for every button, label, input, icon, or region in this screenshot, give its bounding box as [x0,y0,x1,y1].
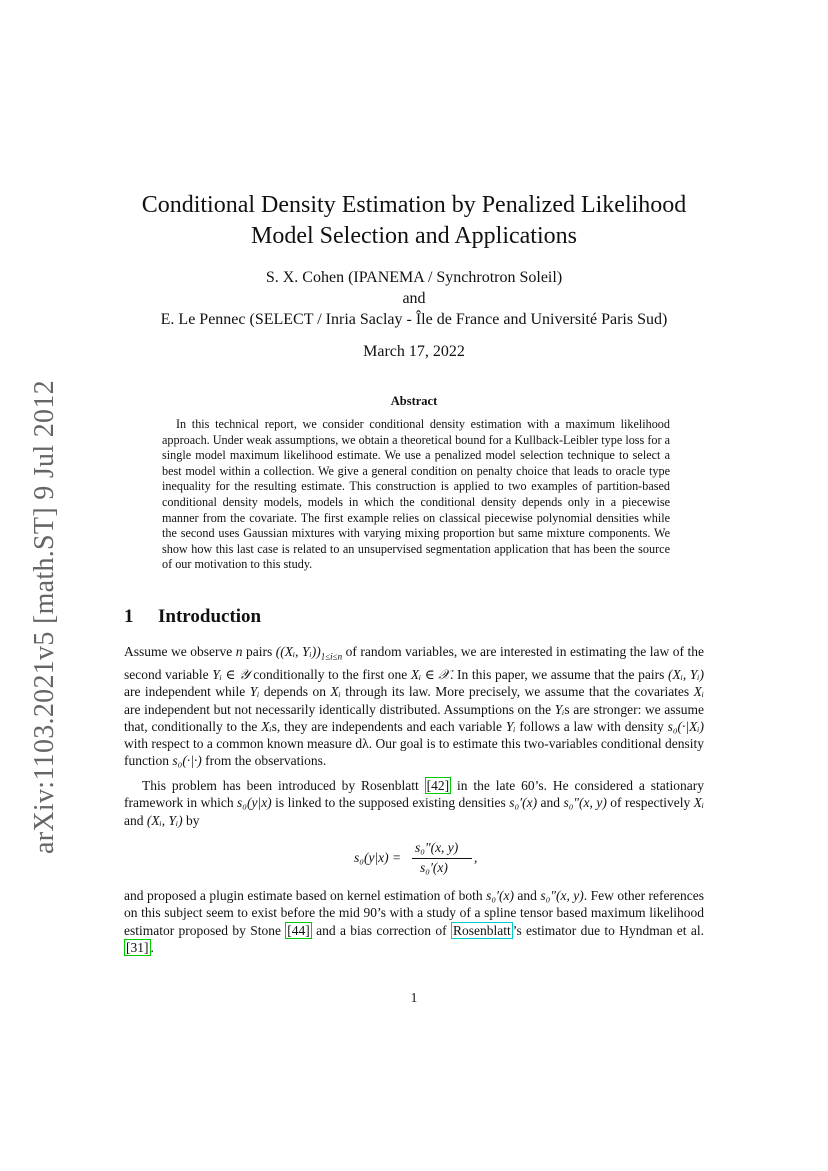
arxiv-identifier-stamp: arXiv:1103.2021v5 [math.ST] 9 Jul 2012 [29,380,60,854]
equation-lhs: s₀(y|x) = [354,850,402,865]
fraction-bar [412,858,472,859]
section-number: 1 [124,606,134,627]
citation-44[interactable]: [44] [287,922,310,938]
paper-title [0,190,828,252]
title-line-1: Conditional Density Estimation by Penalized Likelihood [141,192,687,218]
rosenblatt-reference-link[interactable]: Rosenblatt [452,922,511,938]
abstract-text: In this technical report, we consider conditional density estimation with a maximum likelihood approach. Under weak assumptions, we obtain a theoretical bound for a Kullback-Leibler type loss for a single model maximum likelihood estimate. We use a penalized model selection technique to select a best model within a collection. We give a general condition on penalty choice that leads to oracle type inequality for the resulting estimate. This construction is applied to two examples of partition-based conditional density models, models in which the conditional density depends only in a piecewise manner from the covariate. The first example relies on classical piecewise polynomial densities while the second uses Gaussian mixtures with varying mixing proportion but same mixture components. We show how this last case is related to an unsupervised segmentation application that has been the source of our motivation to this study. [162,417,670,572]
author-block [0,267,828,330]
equation-numerator: s₀″(x, y) [415,840,459,855]
citation-42[interactable]: [42] [426,778,450,793]
abstract-heading: Abstract [390,394,438,408]
equation-denominator: s₀′(x) [420,860,448,875]
equation-trailing-comma: , [474,850,478,865]
paper-date: March 17, 2022 [363,343,465,360]
section-heading [124,606,261,628]
display-equation [340,838,480,878]
page-number: 1 [410,990,418,1005]
citation-31[interactable]: [31] [126,939,149,955]
author-1: S. X. Cohen (IPANEMA / Synchrotron Soleil) [265,269,563,286]
section-title: Introduction [158,606,262,627]
intro-paragraph-2: This problem has been introduced by Rosenblatt [42] in the late 60’s. He considered a stationary framework in which s₀(y|x) is linked to the supposed existing densities s₀′(x) and s₀″(x, y) of respectively Xᵢ and (Xᵢ, Yᵢ) by [124,778,705,828]
author-connector: and [402,290,426,307]
title-line-2: Model Selection and Applications [251,223,577,249]
intro-paragraph-3: and proposed a plugin estimate based on kernel estimation of both s₀′(x) and s₀″(x, y). Few other references on this subject seem to exist before the mid 90’s with a study of a spline tensor based maximum likelihood estimator proposed by Stone [44] and a bias correction of Rosenblatt ’s estimator due to Hyndman et al. [31] . [124,888,704,955]
author-2: E. Le Pennec (SELECT / Inria Saclay - Île de France and Université Paris Sud) [160,311,668,328]
intro-paragraph-1: Assume we observe n pairs ((Xᵢ, $Yᵢ))_{1\le i\le n}$ of random variables, we are interested in estimating the law of the second variable Yᵢ ∈ 𝒴 conditionally to the first one Xᵢ ∈ 𝒳. In this paper, we assume that the pairs (Xᵢ, Yᵢ) are independent while Yᵢ depends on Xᵢ through its law. More precisely, we assume that the covariates Xᵢ are independent but not necessarily identically distributed. Assumptions on the Yᵢs are stronger: we assume that, conditionally to the Xᵢs, they are independents and each variable Yᵢ follows a law with density s₀(·|Xᵢ) with respect to a common known measure dλ. Our goal is to estimate this two-variables conditional density function s₀(·|·) from the observations. [124,644,705,769]
